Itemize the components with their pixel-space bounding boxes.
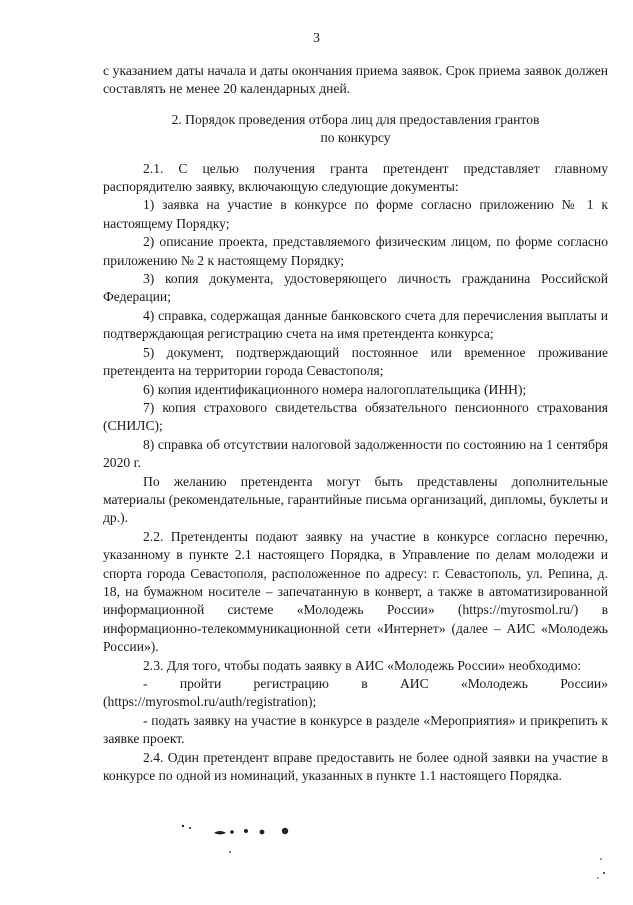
section-heading-line-2: по конкурсу	[320, 130, 391, 146]
document-body	[103, 62, 608, 785]
clause-2-3-lead: 2.3. Для того, чтобы подать заявку в АИС «Молодежь России» необходимо:	[143, 657, 582, 673]
clause-2-1-item-2: 2) описание проекта, представляемого физическим лицом, по форме согласно приложению № 2 к настоящему Порядку;	[103, 234, 608, 268]
clause-2-1-item-6: 6) копия идентификационного номера налогоплательщика (ИНН);	[143, 381, 527, 397]
clause-2-1-item-1: 1) заявка на участие в конкурсе по форме согласно приложению № 1 к настоящему Порядку;	[103, 197, 608, 231]
clause-2-1-lead: 2.1. С целью получения гранта претендент представляет главному распорядителю заявку, включающую следующие документы:	[103, 160, 608, 195]
clause-2-1-item-4: 4) справка, содержащая данные банковского счета для перечисления выплаты и подтверждающая регистрацию счета на имя претендента конкурса;	[103, 307, 608, 342]
clause-2-1-item-7: 7) копия страхового свидетельства обязательного пенсионного страхования (СНИЛС);	[103, 399, 608, 434]
clause-2-1-item-5: 5) документ, подтверждающий постоянное или временное проживание претендента на территории города Севастополя;	[103, 344, 608, 379]
clause-2-2: 2.2. Претенденты подают заявку на участие в конкурсе согласно перечню, указанному в пункте 2.1 настоящего Порядка, в Управление по делам молодежи и спорта города Севастополя, расположенное по адресу: г. Севастополь, ул. Репина, д. 18, на бумажном носителе – запечатанную в конверт, а также в автоматизированной информационной системе «Молодежь России» (https://myrosmol.ru/) в информационно-телекоммуникационной сети «Интернет» (далее – АИС «Молодежь России»).	[103, 528, 608, 655]
page-number: 3	[313, 31, 320, 46]
clause-2-1-item-3: 3) копия документа, удостоверяющего личность гражданина Российской Федерации;	[103, 271, 608, 305]
clause-2-4: 2.4. Один претендент вправе предоставить не более одной заявки на участие в конкурсе по одной из номинаций, указанных в пункте 1.1 настоящего Порядка.	[103, 749, 608, 784]
intro-paragraph: с указанием даты начала и даты окончания приема заявок. Срок приема заявок должен составлять не менее 20 календарных дней.	[103, 63, 608, 97]
clause-2-1-extra: По желанию претендента могут быть представлены дополнительные материалы (рекомендательные, гарантийные письма организаций, дипломы, буклеты и др.).	[103, 473, 608, 526]
section-heading	[103, 111, 608, 148]
clause-2-1-item-8: 8) справка об отсутствии налоговой задолженности по состоянию на 1 сентября 2020 г.	[103, 436, 608, 471]
clause-2-3-item-1: - пройти регистрацию в АИС «Молодежь России» (https://myrosmol.ru/auth/registration);	[103, 676, 608, 710]
clause-2-3-item-2: - подать заявку на участие в конкурсе в разделе «Мероприятия» и прикрепить к заявке проект.	[103, 712, 608, 747]
section-heading-line-1: 2. Порядок проведения отбора лиц для предоставления грантов	[171, 111, 540, 127]
